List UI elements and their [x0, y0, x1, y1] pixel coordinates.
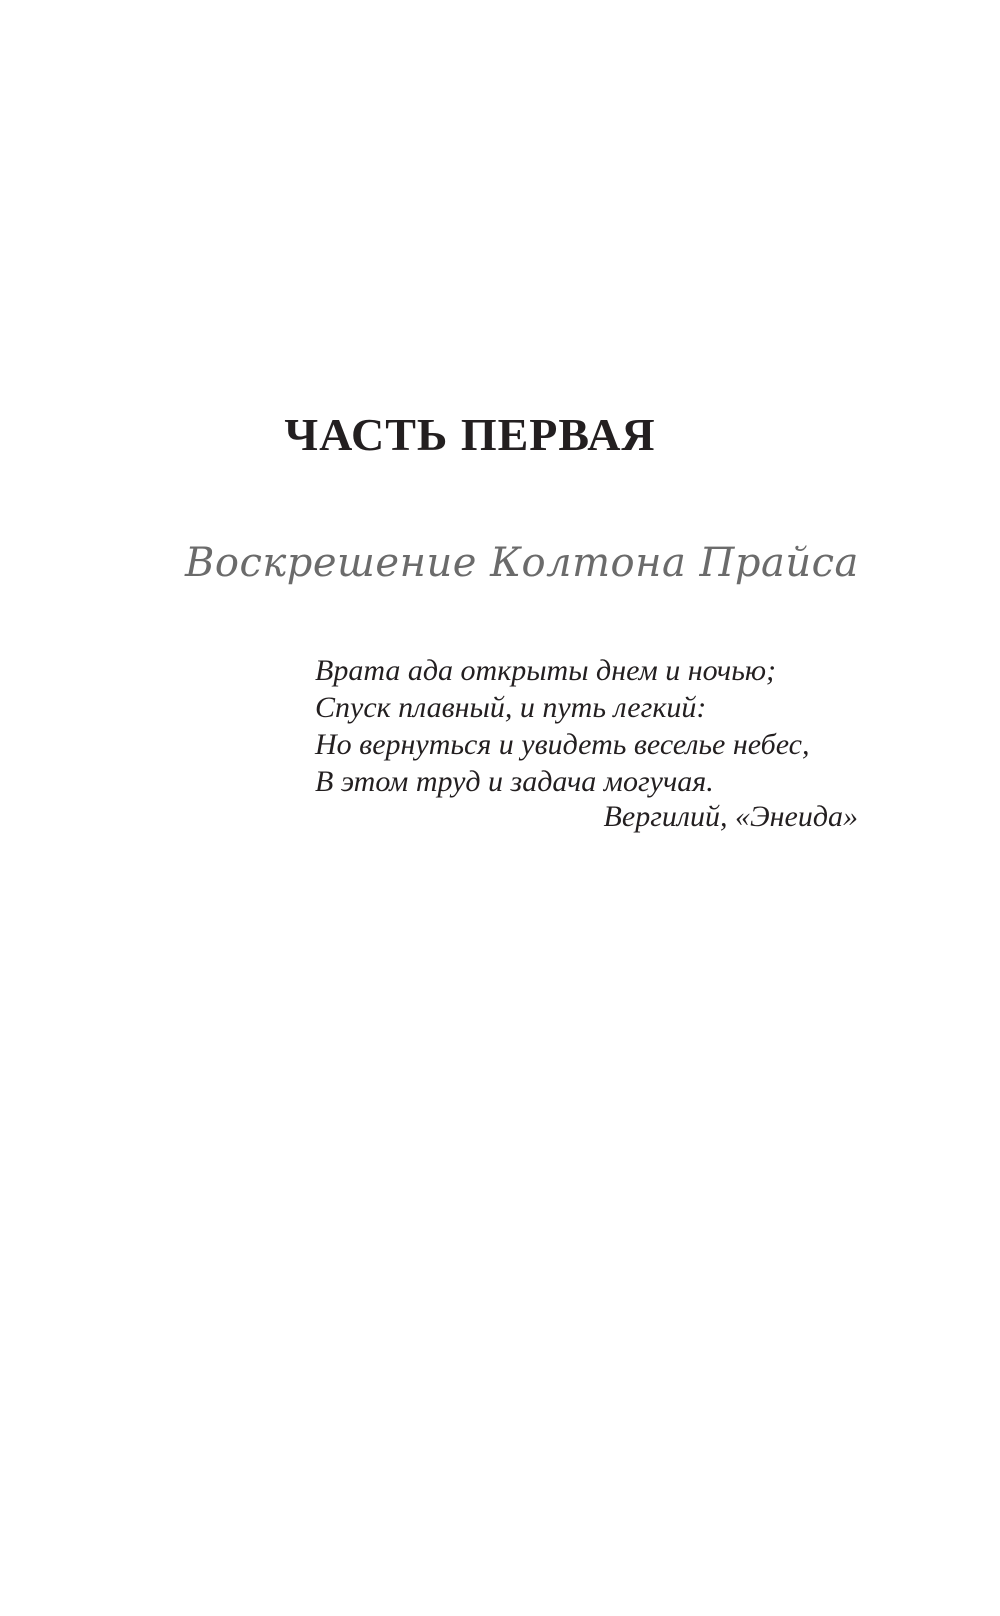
part-title: ЧАСТЬ ПЕРВАЯ: [284, 409, 656, 460]
epigraph-line: Спуск плавный, и путь легкий:: [315, 691, 707, 724]
epigraph: [315, 652, 855, 800]
part-subtitle: Воскрешение Колтона Прайса: [185, 540, 859, 586]
epigraph-source: Вергилий, «Энеида»: [603, 800, 858, 833]
epigraph-line: Но вернуться и увидеть веселье небес,: [315, 728, 810, 761]
epigraph-line: Врата ада открыты днем и ночью;: [315, 654, 777, 687]
epigraph-line: В этом труд и задача могучая.: [315, 765, 714, 798]
